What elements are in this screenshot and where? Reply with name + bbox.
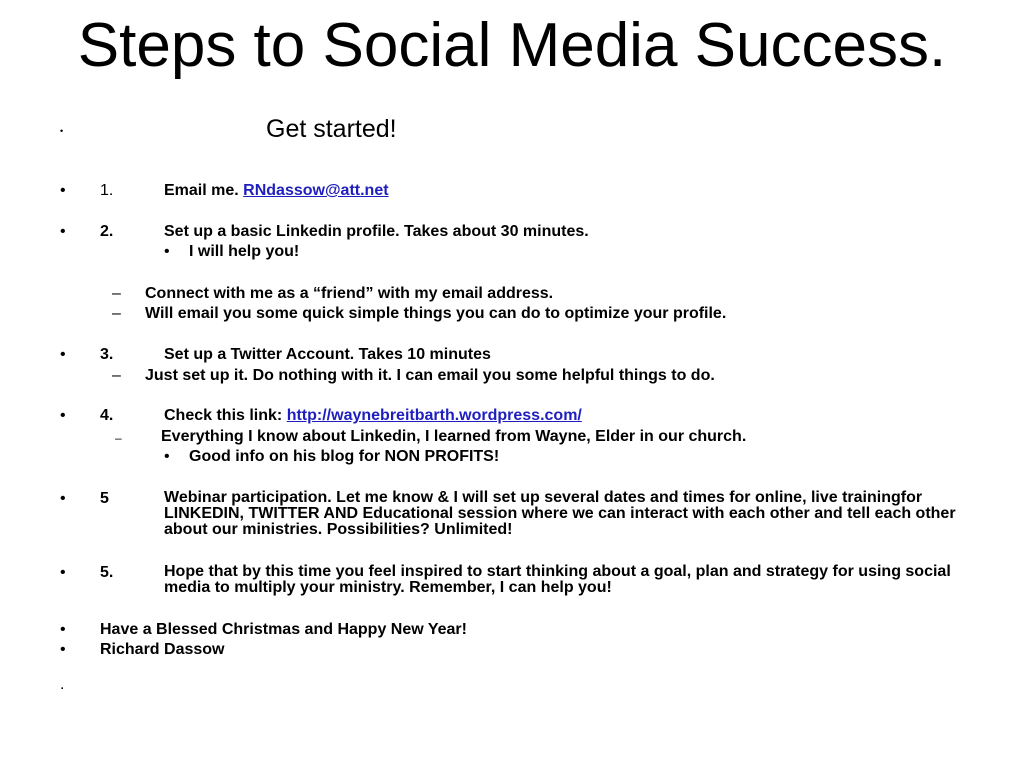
step5a-text: Webinar participation. Let me know & I will set up several dates and times for online, live trainingfor LINKEDIN, TWITTER AND Educational session where we can interact with each other and tell each other about our ministries. Possibilities? Unlimited! — [164, 489, 956, 538]
step4-text: Check this link: — [164, 407, 283, 424]
closing-signature: Richard Dassow — [100, 641, 225, 658]
dash-icon: – — [112, 305, 121, 322]
slide-title: Steps to Social Media Success. — [77, 11, 947, 80]
step1-number: 1. — [100, 182, 114, 199]
step1-item — [164, 181, 389, 201]
step2-subitem: I will help you! — [189, 243, 300, 260]
bullet-icon: • — [60, 641, 66, 658]
step3-text: Set up a Twitter Account. Takes 10 minutes — [164, 346, 491, 363]
step5b-text: Hope that by this time you feel inspired to start thinking about a goal, plan and strategy for using social media to multiply your ministry. Remember, I can help you! — [164, 563, 951, 596]
closing-greeting: Have a Blessed Christmas and Happy New Year! — [100, 621, 467, 638]
step5b-number: 5. — [100, 564, 114, 581]
get-started-heading: Get started! — [266, 115, 397, 143]
dash-icon: – — [112, 285, 121, 302]
step4-subitem: Good info on his blog for NON PROFITS! — [189, 448, 500, 465]
step4-dash1: Everything I know about Linkedin, I learned from Wayne, Elder in our church. — [161, 428, 747, 445]
step4-item — [164, 406, 582, 426]
bullet-icon: • — [60, 126, 64, 136]
bullet-icon: • — [60, 490, 66, 507]
bullet-icon: • — [60, 621, 66, 638]
step2-dash2: Will email you some quick simple things you can do to optimize your profile. — [145, 305, 727, 322]
email-link[interactable]: RNdassow@att.net — [243, 182, 389, 199]
bullet-icon: • — [164, 243, 170, 260]
step1-text: Email me. — [164, 182, 239, 199]
step3-number: 3. — [100, 346, 114, 363]
dash-icon: – — [115, 431, 122, 445]
step5a-number: 5 — [100, 490, 109, 507]
step2-text: Set up a basic Linkedin profile. Takes about 30 minutes. — [164, 223, 589, 240]
dash-icon: – — [112, 367, 121, 384]
bullet-icon: • — [60, 346, 66, 363]
bullet-icon: • — [164, 448, 170, 465]
step3-dash1: Just set up it. Do nothing with it. I can email you some helpful things to do. — [145, 367, 715, 384]
trailing-dot: . — [60, 676, 65, 693]
bullet-icon: • — [60, 564, 66, 581]
step2-dash1: Connect with me as a “friend” with my email address. — [145, 285, 554, 302]
blog-link[interactable]: http://waynebreitbarth.wordpress.com/ — [286, 407, 582, 424]
bullet-icon: • — [60, 407, 66, 424]
bullet-icon: • — [60, 223, 66, 240]
bullet-icon: • — [60, 182, 66, 199]
step2-number: 2. — [100, 223, 114, 240]
step4-number: 4. — [100, 407, 114, 424]
